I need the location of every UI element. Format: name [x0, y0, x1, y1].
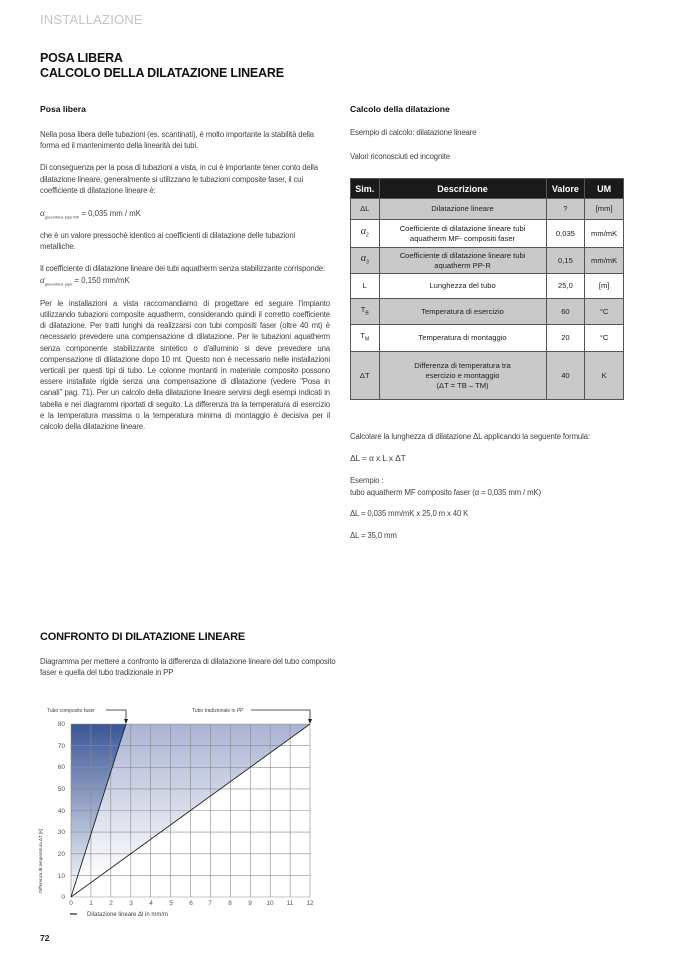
cell-sym: $T_B$: [351, 299, 380, 325]
calculation-block: [350, 431, 670, 541]
cell-um: K: [585, 352, 624, 400]
svg-text:11: 11: [286, 900, 294, 907]
cell-desc: Temperatura di esercizio: [379, 299, 546, 325]
dilatation-chart: [0, 700, 340, 930]
example-label: Esempio di calcolo: dilatazione lineare: [350, 128, 477, 137]
svg-text:0: 0: [61, 894, 65, 901]
example-pipe: tubo aquatherm MF composito faser (α = 0,035 mm / mK): [350, 487, 541, 497]
svg-text:Differenza di temperatura ΔT [: Differenza di temperatura ΔT [K]: [38, 828, 43, 893]
x-axis-ticks: [69, 900, 314, 907]
page-title-line2: CALCOLO DELLA DILATAZIONE LINEARE: [40, 66, 284, 80]
cell-value: 0,035: [546, 220, 585, 248]
svg-text:20: 20: [57, 851, 65, 858]
svg-text:9: 9: [248, 900, 252, 907]
formula-pp: [40, 275, 330, 287]
y-axis-label: [38, 829, 43, 893]
svg-text:Tubo composito faser: Tubo composito faser: [47, 708, 95, 714]
left-column: [40, 104, 330, 432]
comparison-description: Diagramma per mettere a confronto la differenza di dilatazione lineare del tubo composito faser e quella del tubo tradizionale in PP: [40, 657, 336, 678]
col-header-value: Valore: [546, 179, 585, 199]
cell-desc: Temperatura di montaggio: [379, 325, 546, 352]
page-title-line1: POSA LIBERA: [40, 51, 123, 65]
svg-text:40: 40: [57, 808, 65, 815]
svg-text:12: 12: [306, 900, 314, 907]
cell-value: 40: [546, 352, 585, 400]
cell-desc: Coefficiente di dilatazione lineare tubi aquatherm MF- compositi faser: [379, 220, 546, 248]
formula-subscript: green/blue pipe: [44, 281, 73, 287]
table-row: [351, 325, 624, 352]
cell-desc: Dilatazione lineare: [379, 199, 546, 220]
alpha-symbol: α: [40, 275, 45, 286]
right-column: [350, 104, 640, 162]
col-header-desc: Descrizione: [379, 179, 546, 199]
cell-um: °C: [585, 325, 624, 352]
calc-intro: Calcolare la lunghezza di dilatazione ΔL applicando la seguente formula:: [350, 432, 590, 441]
formula-subscript: green/blue pipe MF: [44, 214, 80, 220]
cell-sym: ΔT: [351, 352, 380, 400]
comparison-heading: CONFRONTO DI DILATAZIONE LINEARE: [40, 631, 246, 643]
formula-value: = 0,035 mm / mK: [79, 209, 141, 219]
paragraph-4: Il coefficiente di dilatazione lineare dei tubi aquatherm senza stabilizzante corrisponde:: [40, 263, 325, 273]
y-axis-ticks: [58, 721, 66, 901]
table-row: [351, 352, 624, 400]
calc-result: ΔL = 35,0 mm: [350, 531, 397, 541]
table-row: [351, 199, 624, 220]
svg-text:Tubo tradizionale in PP: Tubo tradizionale in PP: [192, 708, 244, 714]
svg-text:10: 10: [57, 873, 65, 880]
svg-text:3: 3: [129, 900, 133, 907]
svg-text:8: 8: [228, 900, 232, 907]
formula-faser: [40, 208, 330, 220]
cell-desc: Differenza di temperatura tra esercizio e montaggio (ΔT = TB – TM): [379, 352, 546, 400]
cell-um: [mm]: [585, 199, 624, 220]
svg-text:7: 7: [208, 900, 212, 907]
svg-text:1: 1: [89, 900, 93, 907]
paragraph-2: Di conseguenza per la posa di tubazioni a vista, in cui è importante tener conto della dilatazione lineare, generalmente si utilizzano le tubazioni composite faser, il cui coefficiente di dilatazione lineare è:: [40, 163, 318, 195]
svg-text:70: 70: [57, 743, 65, 750]
paragraph-1: Nella posa libera delle tubazioni (es. scantinati), è molto importante la stabilità della forma ed il mantenimento della linearità dei tubi.: [40, 130, 314, 151]
page-number: 72: [40, 933, 50, 943]
cell-sym: $\alpha_3$: [351, 248, 380, 274]
table-row: [351, 299, 624, 325]
x-axis-label: [70, 912, 168, 918]
col-header-um: UM: [585, 179, 624, 199]
svg-text:80: 80: [57, 721, 65, 728]
calc-line: ΔL = 0,035 mm/mK x 25,0 m x 40 K: [350, 508, 469, 518]
svg-text:6: 6: [189, 900, 193, 907]
cell-desc: Coefficiente di dilatazione lineare tubi aquatherm PP-R: [379, 248, 546, 274]
paragraph-3: che è un valore pressochè identico ai coefficienti di dilatazione delle tubazioni metalliche.: [40, 230, 296, 251]
svg-text:50: 50: [57, 786, 65, 793]
svg-text:Dilatazione lineare Δl in mm/m: Dilatazione lineare Δl in mm/m: [87, 912, 169, 918]
paragraph-5: Per le installazioni a vista raccomandiamo di progettare ed seguire l'impianto utilizzando tubazioni composite aquatherm, considerando quindi il corretto coefficiente di dilatazione. Per tratti lunghi da realizzarsi con tubi compositi faser (oltre 40 mt) è necessario prevedere una compensazione di dilatazione. Per le tubazioni aquatherm senza componente stabilizzante sintetico o d'alluminio si deve prevedere una compensazione di dilatazione dopo 10 mt. Questo non è necessario nelle installazioni verticali per questi tipi di tubo. Le colonne montanti in materiale composito possono essere installate rigide senza una compensazione di dilatazione (vedere "Posa in canali" pag. 71). Per un calcolo della dilatazione lineare servirsi degli esempi indicati in tabella e nei diagrammi riportati di seguito. La differenza tra la temperatura di esercizio e la temperatura massima o la temperatura minima di montaggio è decisiva per il calcolo della dilatazione lineare.: [40, 298, 330, 431]
svg-text:5: 5: [169, 900, 173, 907]
svg-text:10: 10: [266, 900, 274, 907]
section-label: INSTALLAZIONE: [40, 12, 143, 27]
cell-sym: $T_M$: [351, 325, 380, 352]
alpha-symbol: α: [40, 208, 45, 219]
cell-sym: L: [351, 274, 380, 299]
svg-text:60: 60: [57, 764, 65, 771]
cell-um: °C: [585, 299, 624, 325]
formula-value: = 0,150 mm/mK: [72, 276, 130, 286]
cell-sym: ΔL: [351, 199, 380, 220]
cell-value: 60: [546, 299, 585, 325]
cell-desc: Lunghezza del tubo: [379, 274, 546, 299]
cell-um: mm/mK: [585, 220, 624, 248]
cell-value: ?: [546, 199, 585, 220]
cell-value: 0,15: [546, 248, 585, 274]
left-heading: Posa libera: [40, 104, 86, 114]
example-heading: Esempio :: [350, 476, 384, 486]
svg-text:0: 0: [69, 900, 73, 907]
table-row: [351, 220, 624, 248]
col-header-sym: Sim.: [351, 179, 380, 199]
svg-text:2: 2: [109, 900, 113, 907]
formula-main: ΔL = α x L x ΔT: [350, 453, 406, 464]
table-row: [351, 248, 624, 274]
page-title: [40, 51, 284, 81]
table-row: [351, 274, 624, 299]
cell-value: 20: [546, 325, 585, 352]
calculation-table: [350, 178, 624, 400]
cell-sym: $\alpha_2$: [351, 220, 380, 248]
right-heading: Calcolo della dilatazione: [350, 104, 450, 114]
svg-text:4: 4: [149, 900, 153, 907]
annotation-pp: [192, 708, 312, 724]
cell-value: 25,0: [546, 274, 585, 299]
values-label: Valori riconosciuti ed incognite: [350, 152, 450, 162]
cell-um: [m]: [585, 274, 624, 299]
svg-text:30: 30: [57, 829, 65, 836]
cell-um: mm/mK: [585, 248, 624, 274]
